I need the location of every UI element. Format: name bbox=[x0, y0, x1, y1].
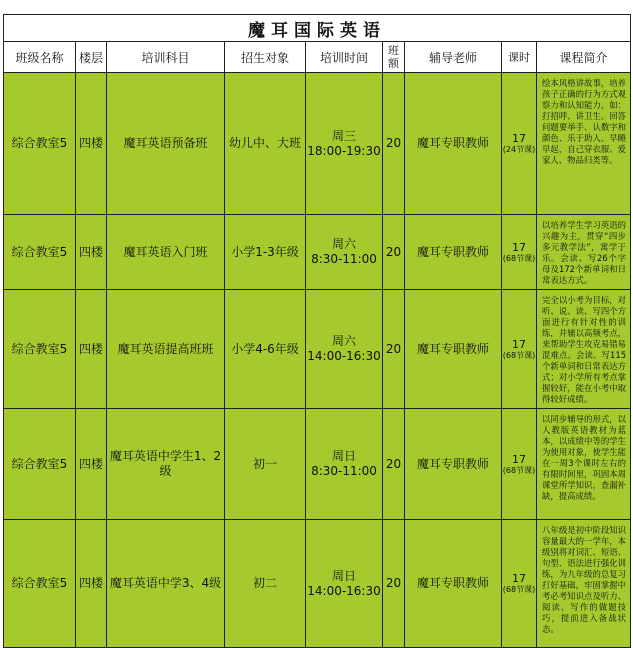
time-range: 14:00-16:30 bbox=[307, 349, 381, 363]
table-row bbox=[4, 409, 631, 520]
cell-floor: 四楼 bbox=[76, 409, 107, 520]
cell-classroom: 综合教室5 bbox=[4, 215, 76, 290]
time-day: 周日 bbox=[331, 568, 356, 583]
cell-class-size: 20 bbox=[383, 520, 405, 648]
cell-teacher: 魔耳专职教师 bbox=[405, 215, 502, 290]
intro-text: 以培养学生学习英语的兴趣为主，贯穿“四步多元教学法”，寓学于乐。会读、写26个字母及172个新单词和日常表达方式。 bbox=[542, 220, 627, 285]
cell-hours bbox=[502, 215, 537, 290]
cell-class-size: 20 bbox=[383, 409, 405, 520]
cell-floor: 四楼 bbox=[76, 520, 107, 648]
header-time: 培训时间 bbox=[306, 42, 383, 73]
cell-target: 小学4-6年级 bbox=[225, 290, 306, 409]
cell-hours bbox=[502, 290, 537, 409]
time-range: 14:00-16:30 bbox=[307, 583, 381, 598]
cell-floor: 四楼 bbox=[76, 290, 107, 409]
header-hours: 课时 bbox=[502, 42, 537, 73]
table-row bbox=[4, 520, 631, 648]
header-teacher: 辅导老师 bbox=[405, 42, 502, 73]
header-classroom: 班级名称 bbox=[4, 42, 76, 73]
cell-class-size: 20 bbox=[383, 215, 405, 290]
cell-hours bbox=[502, 73, 537, 215]
time-day: 周六 bbox=[331, 334, 356, 348]
hours-note: (68节课) bbox=[502, 585, 536, 594]
hours-count: 17 bbox=[512, 132, 526, 145]
cell-time bbox=[306, 215, 383, 290]
cell-class-size: 20 bbox=[383, 290, 405, 409]
course-schedule-table bbox=[3, 14, 631, 648]
header-class-size: 班额 bbox=[383, 42, 405, 73]
cell-hours bbox=[502, 409, 537, 520]
time-range: 8:30-11:00 bbox=[311, 252, 377, 266]
cell-intro bbox=[537, 215, 631, 290]
cell-classroom: 综合教室5 bbox=[4, 409, 76, 520]
cell-time bbox=[306, 520, 383, 648]
cell-teacher: 魔耳专职教师 bbox=[405, 290, 502, 409]
cell-subject: 魔耳英语中学3、4级 bbox=[107, 520, 225, 648]
cell-classroom: 综合教室5 bbox=[4, 73, 76, 215]
cell-intro bbox=[537, 73, 631, 215]
cell-target: 初二 bbox=[225, 520, 306, 648]
hours-note: (68节课) bbox=[502, 350, 536, 360]
table-title: 魔耳国际英语 bbox=[4, 15, 631, 42]
cell-time bbox=[306, 409, 383, 520]
hours-count: 17 bbox=[512, 452, 526, 466]
cell-subject: 魔耳英语中学生1、2级 bbox=[107, 409, 225, 520]
header-target: 招生对象 bbox=[225, 42, 306, 73]
hours-note: (68节课) bbox=[502, 465, 536, 475]
intro-text: 以同步辅导的形式，以人教版英语教材为蓝本，以成绩中等的学生为使用对象，使学生能在一周3个课时左右的有限时间里，巩固本周课堂所学知识，查漏补缺，提高成绩。 bbox=[542, 414, 627, 501]
cell-subject: 魔耳英语入门班 bbox=[107, 215, 225, 290]
header-subject: 培训科目 bbox=[107, 42, 225, 73]
hours-count: 17 bbox=[512, 337, 526, 351]
header-row bbox=[4, 42, 631, 73]
cell-intro bbox=[537, 290, 631, 409]
table-row bbox=[4, 73, 631, 215]
course-schedule-sheet bbox=[3, 14, 631, 648]
cell-classroom: 综合教室5 bbox=[4, 290, 76, 409]
cell-floor: 四楼 bbox=[76, 73, 107, 215]
table-row bbox=[4, 215, 631, 290]
hours-note: (24节课) bbox=[502, 145, 536, 154]
intro-text: 八年级是初中阶段知识容量最大的一学年，本级别将对词汇、短语、句型、语法进行强化训练，为九年级的总复习打好基础，牢固掌握中考必考知识点及听力、阅读、写作的做题技巧，提前进入备战状态。 bbox=[542, 525, 627, 634]
hours-count: 17 bbox=[512, 572, 526, 585]
time-day: 周三 bbox=[331, 128, 356, 143]
cell-teacher: 魔耳专职教师 bbox=[405, 73, 502, 215]
time-day: 周六 bbox=[331, 237, 356, 251]
cell-target: 初一 bbox=[225, 409, 306, 520]
cell-hours bbox=[502, 520, 537, 648]
cell-intro bbox=[537, 520, 631, 648]
cell-time bbox=[306, 73, 383, 215]
cell-intro bbox=[537, 409, 631, 520]
time-range: 18:00-19:30 bbox=[307, 143, 381, 158]
cell-target: 小学1-3年级 bbox=[225, 215, 306, 290]
cell-subject: 魔耳英语提高班班 bbox=[107, 290, 225, 409]
cell-subject: 魔耳英语预备班 bbox=[107, 73, 225, 215]
header-intro: 课程简介 bbox=[537, 42, 631, 73]
cell-class-size: 20 bbox=[383, 73, 405, 215]
header-floor: 楼层 bbox=[76, 42, 107, 73]
cell-teacher: 魔耳专职教师 bbox=[405, 520, 502, 648]
time-range: 8:30-11:00 bbox=[311, 464, 377, 478]
hours-count: 17 bbox=[512, 240, 526, 254]
cell-teacher: 魔耳专职教师 bbox=[405, 409, 502, 520]
intro-text: 完全以小考为目标，对听、说、读、写四个方面进行有针对性的训练，并辅以高频考点，来帮助学生攻克易错易混难点。会读、写115个新单词和日常表达方式；对小学所有考点掌握较好，能在小考中取得较好成绩。 bbox=[542, 295, 627, 404]
table-row bbox=[4, 290, 631, 409]
cell-floor: 四楼 bbox=[76, 215, 107, 290]
intro-text: 绘本风格讲故事，培养孩子正确的行为方式观察力和认知能力，如：打招呼、讲卫生、回答问题要举手、认数字和颜色、乐于助人、早睡早起，自己穿衣服、爱家人、物品归类等。 bbox=[542, 78, 627, 165]
cell-time bbox=[306, 290, 383, 409]
hours-note: (68节课) bbox=[502, 253, 536, 263]
time-day: 周日 bbox=[331, 449, 356, 463]
cell-classroom: 综合教室5 bbox=[4, 520, 76, 648]
cell-target: 幼儿中、大班 bbox=[225, 73, 306, 215]
